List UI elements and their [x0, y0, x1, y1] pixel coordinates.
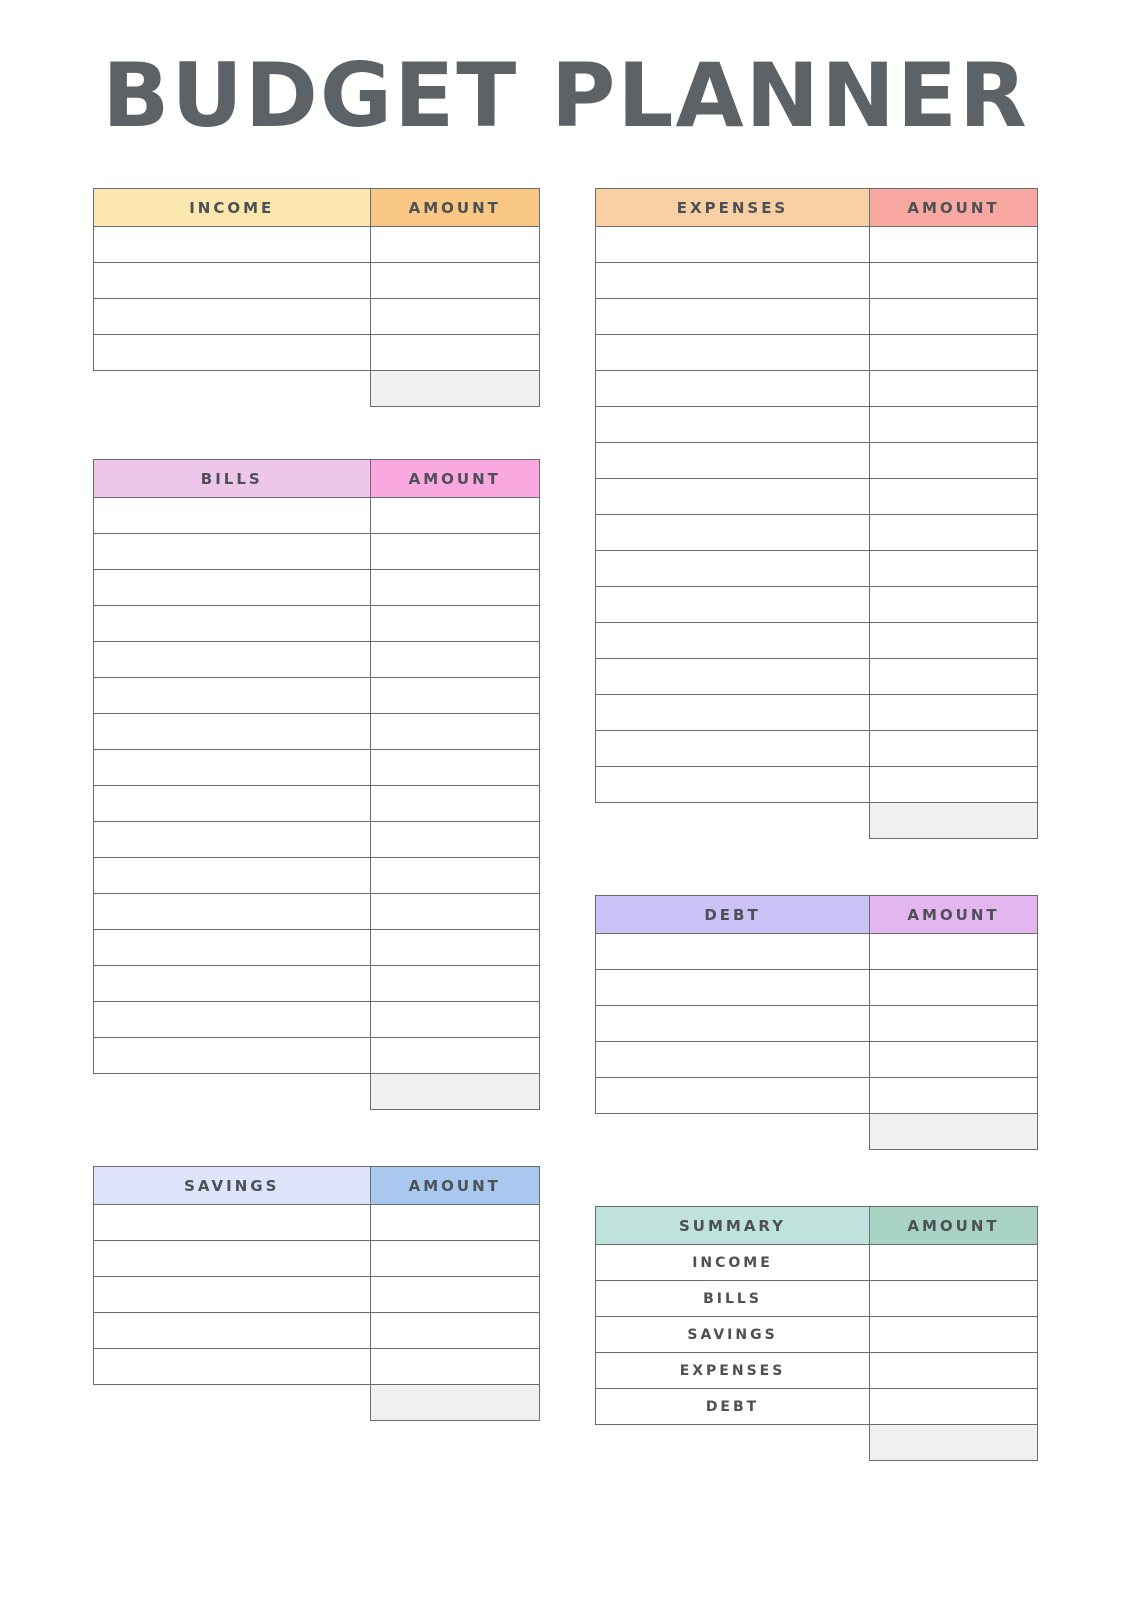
debt-total-row — [596, 1114, 1038, 1150]
table-row — [596, 515, 1038, 551]
expenses-name-cell[interactable] — [596, 227, 870, 263]
bills-amount-cell[interactable] — [370, 534, 539, 570]
income-amount-header: AMOUNT — [370, 189, 539, 227]
summary-total-row — [596, 1425, 1038, 1461]
savings-amount-cell[interactable] — [370, 1277, 539, 1313]
table-row — [94, 1205, 540, 1241]
expenses-name-cell[interactable] — [596, 263, 870, 299]
expenses-amount-header: AMOUNT — [870, 189, 1038, 227]
income-amount-cell[interactable] — [370, 335, 539, 371]
bills-amount-cell[interactable] — [370, 930, 539, 966]
savings-amount-header: AMOUNT — [370, 1167, 539, 1205]
bills-name-cell[interactable] — [94, 1038, 371, 1074]
table-row — [94, 335, 540, 371]
expenses-name-cell[interactable] — [596, 443, 870, 479]
table-row — [94, 1002, 540, 1038]
bills-amount-cell[interactable] — [370, 678, 539, 714]
summary-amount-cell[interactable] — [870, 1353, 1038, 1389]
expenses-total-cell[interactable] — [870, 803, 1038, 839]
savings-table — [93, 1166, 540, 1421]
income-name-cell[interactable] — [94, 335, 371, 371]
bills-name-cell[interactable] — [94, 930, 371, 966]
income-name-cell[interactable] — [94, 263, 371, 299]
expenses-name-cell[interactable] — [596, 731, 870, 767]
bills-rows — [94, 498, 540, 1110]
expenses-name-cell[interactable] — [596, 407, 870, 443]
table-row — [596, 1078, 1038, 1114]
summary-amount-cell[interactable] — [870, 1245, 1038, 1281]
table-row — [94, 227, 540, 263]
income-amount-cell[interactable] — [370, 227, 539, 263]
table-row — [596, 371, 1038, 407]
bills-amount-cell[interactable] — [370, 498, 539, 534]
bills-table — [93, 459, 540, 1110]
expenses-name-cell[interactable] — [596, 515, 870, 551]
expenses-name-cell[interactable] — [596, 695, 870, 731]
table-row — [596, 407, 1038, 443]
table-row — [596, 479, 1038, 515]
table-row — [94, 642, 540, 678]
income-name-cell[interactable] — [94, 299, 371, 335]
bills-amount-cell[interactable] — [370, 642, 539, 678]
income-rows — [94, 227, 540, 407]
income-amount-cell[interactable] — [370, 299, 539, 335]
bills-name-cell[interactable] — [94, 570, 371, 606]
spacer — [595, 839, 1038, 895]
expenses-header: EXPENSES — [596, 189, 870, 227]
table-row — [94, 1241, 540, 1277]
spacer-cell — [94, 1385, 371, 1421]
table-row — [596, 335, 1038, 371]
table-row — [94, 498, 540, 534]
table-row — [596, 623, 1038, 659]
expenses-amount-cell[interactable] — [870, 299, 1038, 335]
bills-name-cell[interactable] — [94, 750, 371, 786]
table-header-row — [596, 189, 1038, 227]
spacer-cell — [596, 1114, 870, 1150]
debt-name-cell[interactable] — [596, 970, 870, 1006]
bills-amount-cell[interactable] — [370, 822, 539, 858]
debt-amount-header: AMOUNT — [870, 896, 1038, 934]
debt-table — [595, 895, 1038, 1150]
expenses-name-cell[interactable] — [596, 479, 870, 515]
savings-block — [93, 1166, 540, 1421]
summary-block — [595, 1206, 1038, 1461]
expenses-table — [595, 188, 1038, 839]
debt-amount-cell[interactable] — [870, 934, 1038, 970]
table-row — [596, 970, 1038, 1006]
expenses-rows — [596, 227, 1038, 839]
expenses-name-cell[interactable] — [596, 767, 870, 803]
summary-total-cell[interactable] — [870, 1425, 1038, 1461]
table-header-row — [94, 460, 540, 498]
expenses-amount-cell[interactable] — [870, 587, 1038, 623]
table-row — [94, 714, 540, 750]
table-row — [596, 695, 1038, 731]
table-row — [596, 443, 1038, 479]
bills-amount-cell[interactable] — [370, 786, 539, 822]
table-row — [94, 1277, 540, 1313]
debt-amount-cell[interactable] — [870, 1078, 1038, 1114]
summary-table — [595, 1206, 1038, 1461]
bills-amount-cell[interactable] — [370, 606, 539, 642]
table-row — [94, 966, 540, 1002]
expenses-name-cell[interactable] — [596, 659, 870, 695]
debt-total-cell[interactable] — [870, 1114, 1038, 1150]
table-row — [596, 1353, 1038, 1389]
expenses-amount-cell[interactable] — [870, 479, 1038, 515]
savings-amount-cell[interactable] — [370, 1349, 539, 1385]
summary-label-savings: SAVINGS — [596, 1317, 870, 1353]
savings-amount-cell[interactable] — [370, 1313, 539, 1349]
table-row — [596, 299, 1038, 335]
debt-block — [595, 895, 1038, 1150]
expenses-amount-cell[interactable] — [870, 551, 1038, 587]
savings-rows — [94, 1205, 540, 1421]
table-row — [596, 1281, 1038, 1317]
summary-header: SUMMARY — [596, 1207, 870, 1245]
summary-rows — [596, 1245, 1038, 1461]
bills-name-cell[interactable] — [94, 822, 371, 858]
expenses-amount-cell[interactable] — [870, 695, 1038, 731]
income-total-row — [94, 371, 540, 407]
spacer-cell — [94, 371, 371, 407]
income-name-cell[interactable] — [94, 227, 371, 263]
summary-label-expenses: EXPENSES — [596, 1353, 870, 1389]
bills-header: BILLS — [94, 460, 371, 498]
expenses-name-cell[interactable] — [596, 623, 870, 659]
bills-name-cell[interactable] — [94, 1002, 371, 1038]
bills-name-cell[interactable] — [94, 894, 371, 930]
tables-layout — [0, 188, 1131, 1461]
table-row — [94, 1038, 540, 1074]
spacer — [595, 1150, 1038, 1206]
expenses-amount-cell[interactable] — [870, 767, 1038, 803]
table-row — [94, 1349, 540, 1385]
savings-name-cell[interactable] — [94, 1241, 371, 1277]
table-row — [94, 894, 540, 930]
bills-amount-cell[interactable] — [370, 966, 539, 1002]
right-column — [595, 188, 1038, 1461]
table-row — [94, 858, 540, 894]
expenses-amount-cell[interactable] — [870, 263, 1038, 299]
bills-name-cell[interactable] — [94, 534, 371, 570]
debt-amount-cell[interactable] — [870, 970, 1038, 1006]
table-header-row — [596, 896, 1038, 934]
expenses-amount-cell[interactable] — [870, 443, 1038, 479]
bills-amount-cell[interactable] — [370, 570, 539, 606]
bills-name-cell[interactable] — [94, 498, 371, 534]
table-row — [94, 606, 540, 642]
table-header-row — [94, 1167, 540, 1205]
bills-amount-header: AMOUNT — [370, 460, 539, 498]
table-row — [94, 678, 540, 714]
table-row — [596, 587, 1038, 623]
table-row — [94, 263, 540, 299]
expenses-name-cell[interactable] — [596, 551, 870, 587]
table-header-row — [94, 189, 540, 227]
bills-total-cell[interactable] — [370, 1074, 539, 1110]
table-row — [596, 934, 1038, 970]
spacer-cell — [94, 1074, 371, 1110]
spacer-cell — [596, 803, 870, 839]
debt-rows — [596, 934, 1038, 1150]
debt-amount-cell[interactable] — [870, 1006, 1038, 1042]
bills-name-cell[interactable] — [94, 714, 371, 750]
debt-header: DEBT — [596, 896, 870, 934]
table-row — [596, 227, 1038, 263]
table-row — [94, 570, 540, 606]
expenses-amount-cell[interactable] — [870, 407, 1038, 443]
debt-name-cell[interactable] — [596, 934, 870, 970]
savings-amount-cell[interactable] — [370, 1241, 539, 1277]
table-row — [94, 1313, 540, 1349]
bills-amount-cell[interactable] — [370, 714, 539, 750]
table-row — [94, 786, 540, 822]
bills-total-row — [94, 1074, 540, 1110]
bills-name-cell[interactable] — [94, 858, 371, 894]
table-row — [596, 1042, 1038, 1078]
savings-name-cell[interactable] — [94, 1205, 371, 1241]
income-amount-cell[interactable] — [370, 263, 539, 299]
income-total-cell[interactable] — [370, 371, 539, 407]
spacer — [93, 407, 540, 459]
page-title: BUDGET PLANNER — [102, 44, 1029, 147]
table-row — [596, 731, 1038, 767]
savings-total-row — [94, 1385, 540, 1421]
spacer — [93, 1110, 540, 1166]
income-block — [93, 188, 540, 407]
table-row — [596, 1006, 1038, 1042]
expenses-name-cell[interactable] — [596, 587, 870, 623]
income-header: INCOME — [94, 189, 371, 227]
bills-name-cell[interactable] — [94, 678, 371, 714]
income-table — [93, 188, 540, 407]
debt-name-cell[interactable] — [596, 1042, 870, 1078]
bills-amount-cell[interactable] — [370, 894, 539, 930]
savings-header: SAVINGS — [94, 1167, 371, 1205]
expenses-block — [595, 188, 1038, 839]
summary-label-income: INCOME — [596, 1245, 870, 1281]
expenses-amount-cell[interactable] — [870, 623, 1038, 659]
table-row — [596, 551, 1038, 587]
expenses-amount-cell[interactable] — [870, 731, 1038, 767]
summary-amount-cell[interactable] — [870, 1317, 1038, 1353]
bills-block — [93, 459, 540, 1110]
table-row — [94, 299, 540, 335]
table-row — [596, 263, 1038, 299]
spacer-cell — [596, 1425, 870, 1461]
expenses-name-cell[interactable] — [596, 299, 870, 335]
expenses-name-cell[interactable] — [596, 335, 870, 371]
expenses-amount-cell[interactable] — [870, 659, 1038, 695]
debt-name-cell[interactable] — [596, 1078, 870, 1114]
bills-name-cell[interactable] — [94, 786, 371, 822]
table-row — [94, 534, 540, 570]
debt-name-cell[interactable] — [596, 1006, 870, 1042]
expenses-name-cell[interactable] — [596, 371, 870, 407]
savings-name-cell[interactable] — [94, 1277, 371, 1313]
table-row — [596, 659, 1038, 695]
expenses-amount-cell[interactable] — [870, 227, 1038, 263]
left-column — [93, 188, 540, 1461]
savings-name-cell[interactable] — [94, 1349, 371, 1385]
summary-amount-cell[interactable] — [870, 1281, 1038, 1317]
debt-amount-cell[interactable] — [870, 1042, 1038, 1078]
table-row — [94, 822, 540, 858]
bills-name-cell[interactable] — [94, 642, 371, 678]
expenses-amount-cell[interactable] — [870, 515, 1038, 551]
summary-amount-header: AMOUNT — [870, 1207, 1038, 1245]
savings-amount-cell[interactable] — [370, 1205, 539, 1241]
bills-name-cell[interactable] — [94, 966, 371, 1002]
bills-name-cell[interactable] — [94, 606, 371, 642]
bills-amount-cell[interactable] — [370, 1038, 539, 1074]
expenses-amount-cell[interactable] — [870, 371, 1038, 407]
summary-label-debt: DEBT — [596, 1389, 870, 1425]
expenses-total-row — [596, 803, 1038, 839]
table-header-row — [596, 1207, 1038, 1245]
bills-amount-cell[interactable] — [370, 750, 539, 786]
table-row — [596, 1389, 1038, 1425]
table-row — [596, 767, 1038, 803]
savings-name-cell[interactable] — [94, 1313, 371, 1349]
bills-amount-cell[interactable] — [370, 858, 539, 894]
table-row — [596, 1245, 1038, 1281]
table-row — [94, 750, 540, 786]
summary-amount-cell[interactable] — [870, 1389, 1038, 1425]
table-row — [596, 1317, 1038, 1353]
table-row — [94, 930, 540, 966]
expenses-amount-cell[interactable] — [870, 335, 1038, 371]
summary-label-bills: BILLS — [596, 1281, 870, 1317]
savings-total-cell[interactable] — [370, 1385, 539, 1421]
bills-amount-cell[interactable] — [370, 1002, 539, 1038]
